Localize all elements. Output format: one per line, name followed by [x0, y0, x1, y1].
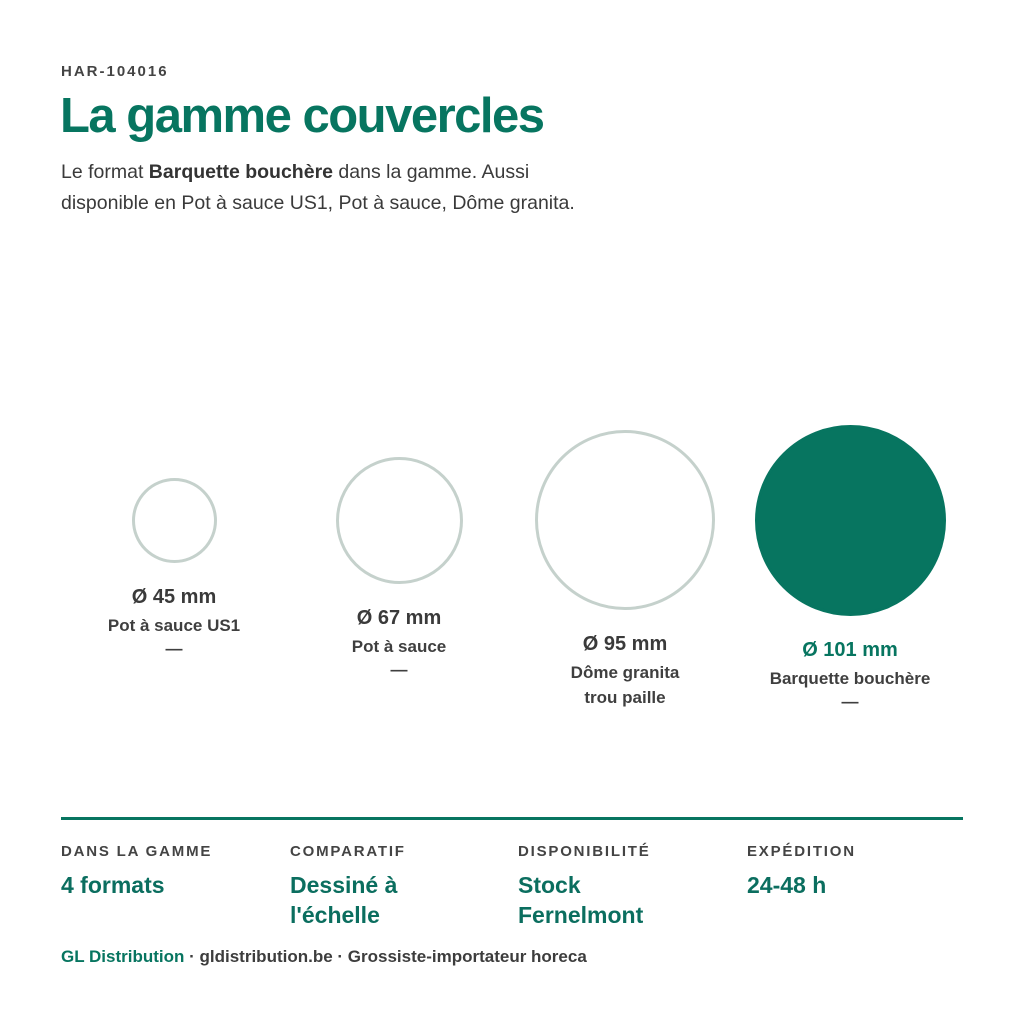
divider — [61, 817, 963, 820]
stat-label: DANS LA GAMME — [61, 843, 213, 860]
lid-circle-icon — [132, 478, 217, 563]
lid-circle-icon — [336, 457, 463, 584]
product-sku: HAR-104016 — [61, 63, 169, 80]
lid-diameter: Ø 101 mm — [802, 638, 898, 661]
lid-dash: — — [390, 659, 408, 679]
lid-diameter: Ø 95 mm — [582, 633, 668, 655]
stat-value: 24-48 h — [747, 872, 827, 898]
lid-dash: — — [165, 638, 183, 658]
stat-shipping — [747, 843, 967, 900]
lid-caption — [730, 638, 970, 713]
stat-label: COMPARATIF — [290, 843, 406, 860]
intro-after: dans la gamme. Aussi disponible en Pot à sauce US1, Pot à sauce, Dôme granita. — [61, 161, 575, 214]
lid-dash: — — [841, 691, 859, 711]
lid-name: Barquette bouchère — [769, 668, 931, 688]
stat-label: EXPÉDITION — [747, 843, 856, 860]
lid-name: Pot à sauce US1 — [107, 615, 241, 635]
stat-range-count — [61, 843, 281, 900]
stat-label: DISPONIBILITÉ — [518, 843, 651, 860]
lid-caption — [279, 606, 519, 681]
lid-name: Dôme granita — [570, 663, 680, 682]
lid-circle-icon — [535, 430, 715, 610]
lid-caption — [505, 632, 745, 710]
lid-diameter: Ø 67 mm — [356, 606, 442, 629]
lid-circle-icon — [755, 425, 946, 616]
footer-info: · gldistribution.be · Grossiste-importateur horeca — [184, 947, 587, 966]
stat-comparison — [290, 843, 450, 930]
intro-before: Le format — [61, 161, 149, 183]
lid-caption — [54, 585, 294, 660]
lid-diameter: Ø 45 mm — [131, 585, 217, 608]
footer — [61, 947, 587, 967]
lid-name-line-2: trou paille — [584, 688, 666, 707]
footer-brand: GL Distribution — [61, 947, 185, 966]
stat-value: Dessiné à l'échelle — [290, 872, 398, 928]
stat-value: Stock Fernelmont — [518, 872, 644, 928]
stat-availability — [518, 843, 688, 930]
page-title: La gamme couvercles — [60, 89, 544, 143]
stat-value: 4 formats — [61, 872, 165, 898]
intro-highlight: Barquette bouchère — [148, 161, 333, 183]
lid-name: Pot à sauce — [351, 636, 447, 656]
